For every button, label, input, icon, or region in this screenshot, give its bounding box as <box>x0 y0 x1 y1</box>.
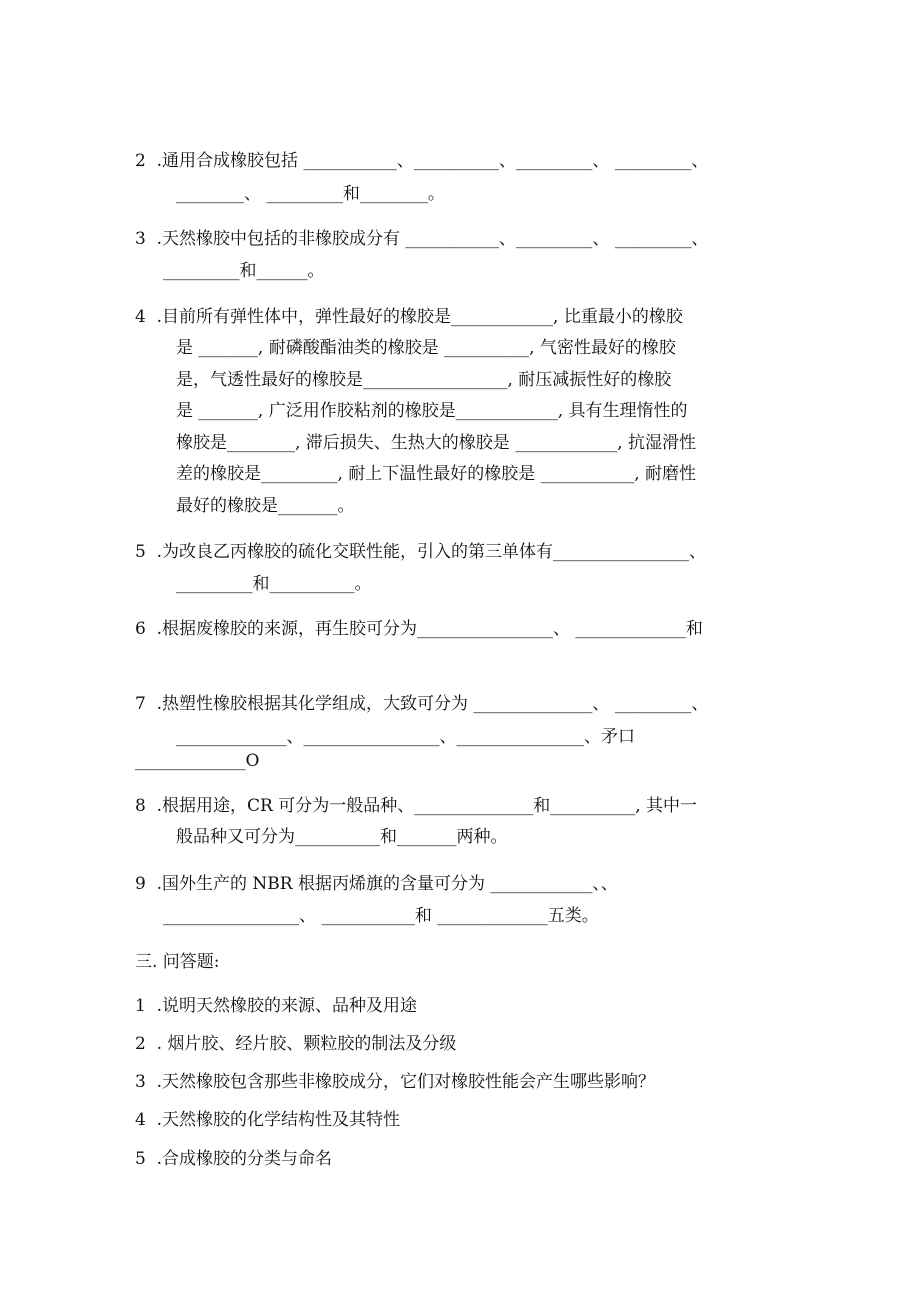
qa-question-2: 2 . 烟片胶、经片胶、颗粒胶的制法及分级 <box>135 1034 457 1054</box>
question-7-line-1: 7 .热塑性橡胶根据其化学组成，大致可分为 ______________、 _________、 <box>135 694 709 714</box>
question-5-line-2: _________和__________。 <box>176 574 372 594</box>
question-3-line-1: 3 .天然橡胶中包括的非橡胶成分有 ___________、_________、 _________、 <box>135 229 709 249</box>
question-4-line-6: 差的橡胶是_________, 耐上下温性最好的橡胶是 ___________, 耐磨性 <box>176 464 697 484</box>
qa-question-5: 5 .合成橡胶的分类与命名 <box>135 1149 333 1169</box>
question-4-line-7: 最好的橡胶是_______。 <box>176 496 355 516</box>
qa-question-4: 4 .天然橡胶的化学结构性及其特性 <box>135 1110 401 1130</box>
question-9-line-1: 9 .国外生产的 NBR 根据丙烯旗的含量可分为 ____________、、 <box>135 874 618 894</box>
question-2-line-2: ________、 _________和________。 <box>176 184 445 204</box>
question-4-line-3: 是，气透性最好的橡胶是_________________, 耐压减振性好的橡胶 <box>176 370 672 390</box>
question-8-line-1: 8 .根据用途，CR 可分为一般品种、______________和__________, 其中一 <box>135 796 698 816</box>
question-4-line-4: 是 _______, 广泛用作胶粘剂的橡胶是____________, 具有生理惰性的 <box>176 401 688 421</box>
question-2-line-1: 2 .通用合成橡胶包括 ___________、__________、_________、 _________、 <box>135 151 709 171</box>
question-4-line-2: 是 _______, 耐磷酸酯油类的橡胶是 __________, 气密性最好的橡胶 <box>176 338 676 358</box>
question-7-line-3: _____________O <box>135 751 260 771</box>
question-3-line-2: _________和______。 <box>163 261 325 281</box>
question-4-line-1: 4 .目前所有弹性体中，弹性最好的橡胶是____________, 比重最小的橡胶 <box>135 307 683 327</box>
section-three-heading: 三. 问答题: <box>135 952 220 972</box>
qa-question-3: 3 .天然橡胶包含那些非橡胶成分，它们对橡胶性能会产生哪些影响？ <box>135 1072 656 1092</box>
question-8-line-2: 般品种又可分为__________和_______两种。 <box>176 827 508 847</box>
question-7-line-2: _____________、________________、_______________、矛口 <box>176 727 635 747</box>
question-6-line-1: 6 .根据废橡胶的来源，再生胶可分为________________、 _____________和 <box>135 619 703 639</box>
question-9-line-2: ________________、 ___________和 _____________五类。 <box>163 906 599 926</box>
question-5-line-1: 5 .为改良乙丙橡胶的硫化交联性能，引入的第三单体有________________、 <box>135 542 707 562</box>
question-4-line-5: 橡胶是________, 滞后损失、生热大的橡胶是 ____________, 抗湿滑性 <box>176 433 697 453</box>
qa-question-1: 1 .说明天然橡胶的来源、品种及用途 <box>135 996 418 1016</box>
